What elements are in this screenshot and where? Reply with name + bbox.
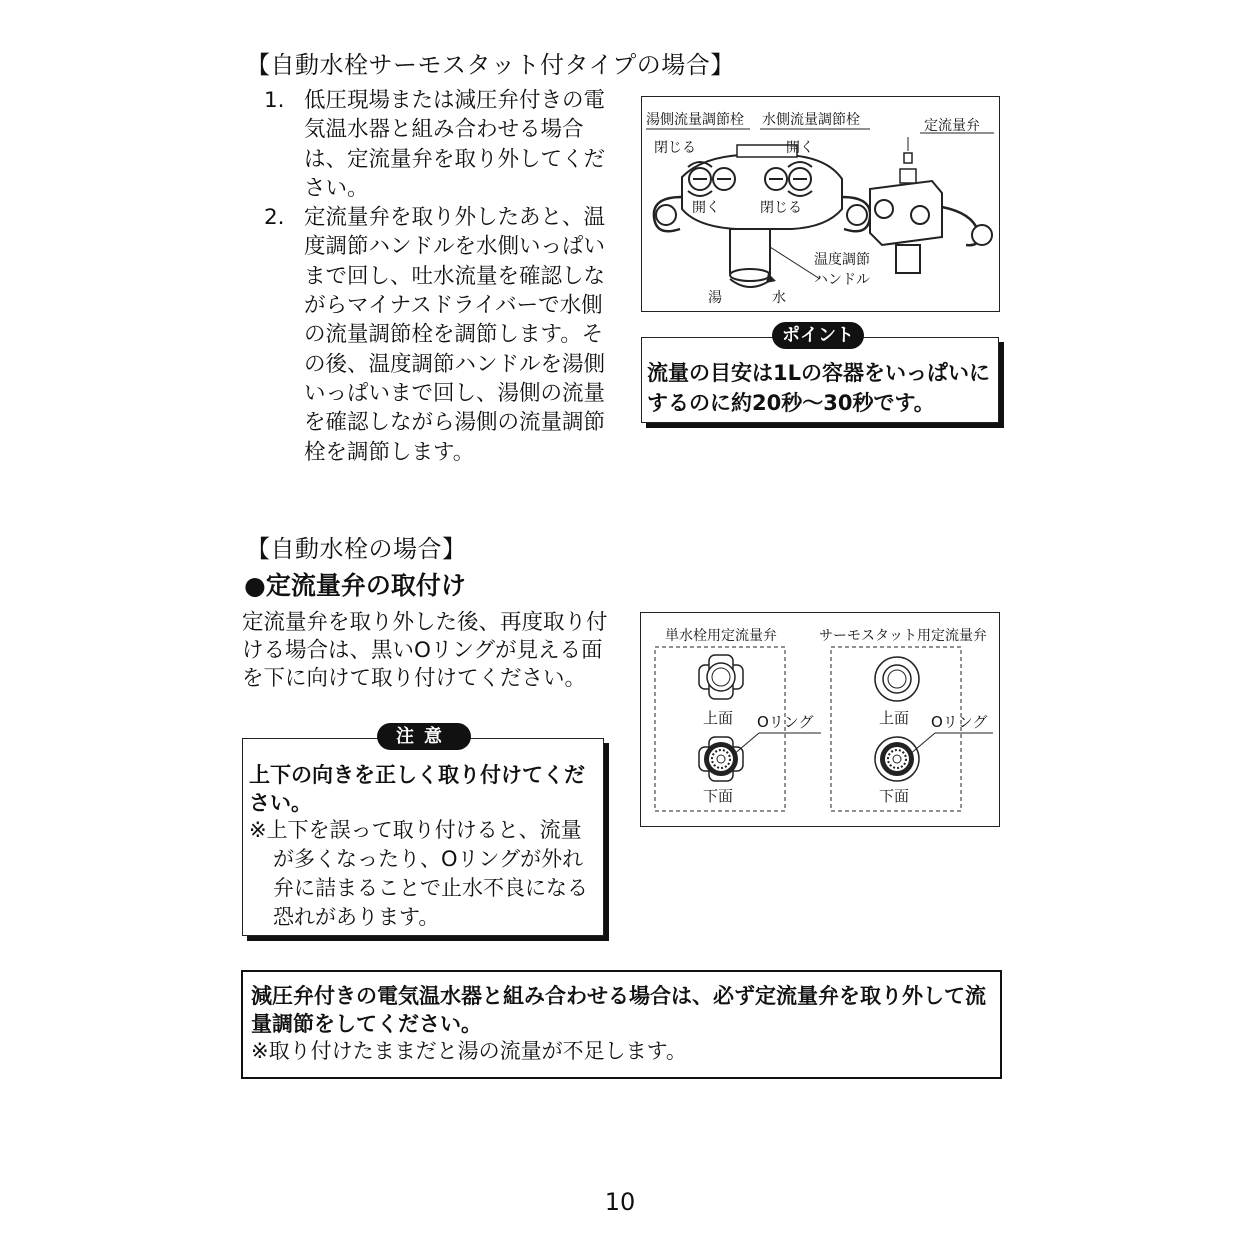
single-faucet-valve-title: 単水栓用定流量弁 (665, 628, 777, 644)
bottom-face-label-right: 下面 (879, 787, 910, 805)
point-text: 流量の目安は1Lの容器をいっぱいにするのに約20秒〜30秒です。 (647, 361, 990, 415)
section-heading-auto: 【自動水栓の場合】 (246, 535, 467, 563)
temp-handle-label-2: ハンドル (814, 272, 870, 288)
step-number: 1. (264, 88, 285, 113)
caution-note: ※上下を誤って取り付けると、流量が多くなったり、Oリングが外れ弁に詰まることで止水不良になる恐れがあります。 (249, 818, 588, 929)
caution-bold-text: 上下の向きを正しく取り付けてください。 (249, 763, 585, 815)
hot-side-label: 湯 (708, 290, 722, 306)
bottom-face-label-left: 下面 (703, 787, 734, 805)
hot-valve-label: 湯側流量調節栓 (646, 112, 744, 128)
step-number: 2. (264, 205, 285, 231)
caution-badge: 注意 (377, 723, 471, 750)
top-face-label-left: 上面 (703, 709, 734, 727)
point-badge: ポイント (772, 322, 864, 349)
open-label-bottom: 開く (692, 200, 720, 216)
close-label-bottom: 閉じる (760, 200, 802, 216)
thermostat-valve-title: サーモスタット用定流量弁 (819, 628, 987, 644)
step-text: 低圧現場または減圧弁付きの電気温水器と組み合わせる場合は、定流量弁を取り外してください。 (304, 88, 606, 201)
subheading-flow-valve: ●定流量弁の取付け (244, 571, 466, 600)
cold-valve-label: 水側流量調節栓 (762, 112, 860, 128)
step-list (258, 86, 618, 467)
notice-note: ※取り付けたままだと湯の流量が不足します。 (251, 1039, 687, 1063)
step-item (258, 86, 618, 203)
top-face-label-right: 上面 (879, 709, 910, 727)
flow-valve-label: 定流量弁 (924, 118, 980, 134)
cold-side-label: 水 (772, 290, 786, 306)
step-item (258, 203, 618, 467)
step-text: 定流量弁を取り外したあと、温度調節ハンドルを水側いっぱいまで回し、吐水流量を確認しながらマイナスドライバーで水側の流量調節栓を調節します。その後、温度調節ハンドルを湯側いっぱいまで回し、湯側の流量を確認しながら湯側の流量調節栓を調節します。 (304, 205, 606, 465)
close-label-top: 閉じる (654, 140, 696, 156)
faucet-adjustment-figure (641, 96, 1000, 312)
oring-label-left: Oリング (757, 713, 814, 731)
oring-label-right: Oリング (931, 713, 988, 731)
flow-valve-instructions: 定流量弁を取り外した後、再度取り付ける場合は、黒いOリングが見える面を下に向けて取り付けてください。 (242, 610, 608, 691)
flow-valve-orientation-figure (640, 612, 1000, 827)
section-heading-thermostat: 【自動水栓サーモスタット付タイプの場合】 (246, 51, 735, 79)
open-label-top: 開く (786, 140, 814, 156)
notice-bold-text: 減圧弁付きの電気温水器と組み合わせる場合は、必ず定流量弁を取り外して流量調節をしてください。 (251, 984, 986, 1036)
page-number: 10 (604, 1188, 636, 1216)
temp-handle-label-1: 温度調節 (814, 252, 870, 268)
